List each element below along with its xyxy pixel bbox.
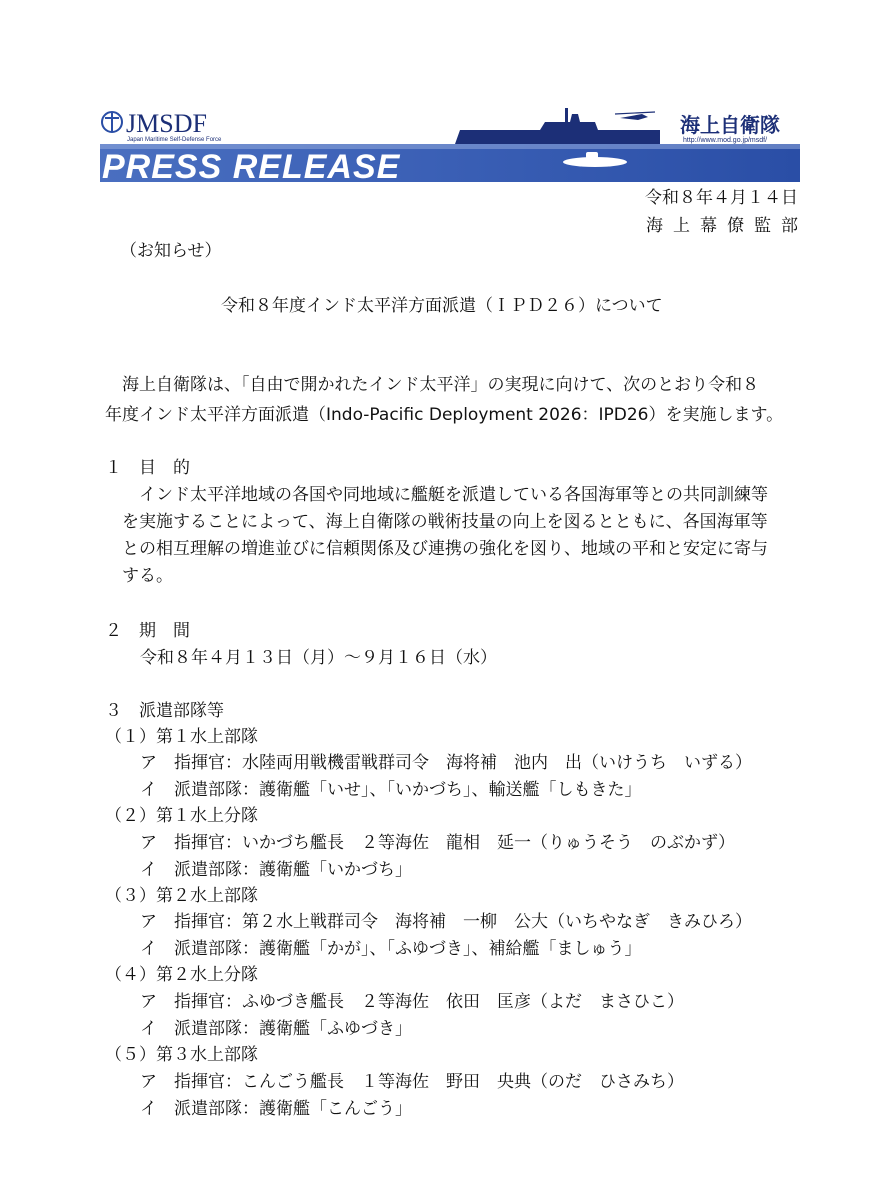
unit-commander: ア 指揮官：こんごう艦長 １等海佐 野田 央典（のだ ひさみち） — [140, 1072, 684, 1092]
unit-ships: イ 派遣部隊：護衛艦「いせ」、「いかづち」、輸送艦「しもきた」 — [140, 780, 642, 800]
press-release-banner — [100, 104, 800, 182]
unit-ships: イ 派遣部隊：護衛艦「かが」、「ふゆづき」、補給艦「ましゅう」 — [140, 939, 642, 959]
purpose-line: を実施することによって、海上自衛隊の戦術技量の向上を図るとともに、各国海軍等 — [122, 512, 768, 532]
brand-text: JMSDF — [126, 109, 207, 138]
unit-group-name: （２）第１水上分隊 — [105, 806, 258, 826]
intro-line: 年度インド太平洋方面派遣（Indo-Pacific Deployment 2026：IPD26）を実施します。 — [105, 405, 784, 425]
unit-ships: イ 派遣部隊：護衛艦「こんごう」 — [140, 1099, 412, 1119]
section-heading-period: ２ 期 間 — [105, 621, 190, 641]
purpose-line: する。 — [122, 566, 173, 586]
document-title: 令和８年度インド太平洋方面派遣（ＩＰＤ２６）について — [221, 296, 663, 316]
org-url: http://www.mod.go.jp/msdf/ — [683, 137, 768, 144]
unit-group-name: （５）第３水上部隊 — [105, 1045, 258, 1065]
unit-group-name: （３）第２水上部隊 — [105, 886, 258, 906]
unit-group-name: （４）第２水上分隊 — [105, 965, 258, 985]
unit-commander: ア 指揮官：ふゆづき艦長 ２等海佐 依田 匡彦（よだ まさひこ） — [140, 992, 684, 1012]
unit-commander: ア 指揮官：第２水上戦群司令 海将補 一柳 公大（いちやなぎ きみひろ） — [140, 912, 752, 932]
purpose-line: との相互理解の増進並びに信頼関係及び連携の強化を図り、地域の平和と安定に寄与 — [122, 539, 768, 559]
unit-ships: イ 派遣部隊：護衛艦「ふゆづき」 — [140, 1019, 412, 1039]
period-text: 令和８年４月１３日（月）～９月１６日（水） — [140, 648, 497, 668]
unit-commander: ア 指揮官：水陸両用戦機雷戦群司令 海将補 池内 出（いけうち いずる） — [140, 753, 752, 773]
issuer: 海上幕僚監部 — [646, 216, 808, 236]
anchor-logo-icon — [102, 112, 122, 132]
notice-label: （お知らせ） — [120, 241, 222, 261]
release-date: 令和８年４月１４日 — [645, 188, 798, 208]
unit-commander: ア 指揮官：いかづち艦長 ２等海佐 龍相 延一（りゅうそう のぶかず） — [140, 833, 735, 853]
brand-subtitle: Japan Maritime Self-Defense Force — [127, 137, 222, 143]
unit-group-name: （１）第１水上部隊 — [105, 727, 258, 747]
purpose-line: インド太平洋地域の各国や同地域に艦艇を派遣している各国海軍等との共同訓練等 — [122, 485, 768, 505]
section-heading-units: ３ 派遣部隊等 — [105, 701, 224, 721]
ship-silhouette-icon — [455, 108, 660, 144]
org-name: 海上自衛隊 — [680, 113, 780, 137]
intro-line: 海上自衛隊は、「自由で開かれたインド太平洋」の実現に向けて、次のとおり令和８ — [105, 375, 760, 395]
banner-title: PRESS RELEASE — [102, 148, 401, 182]
section-heading-purpose: １ 目 的 — [105, 458, 190, 478]
unit-ships: イ 派遣部隊：護衛艦「いかづち」 — [140, 860, 412, 880]
